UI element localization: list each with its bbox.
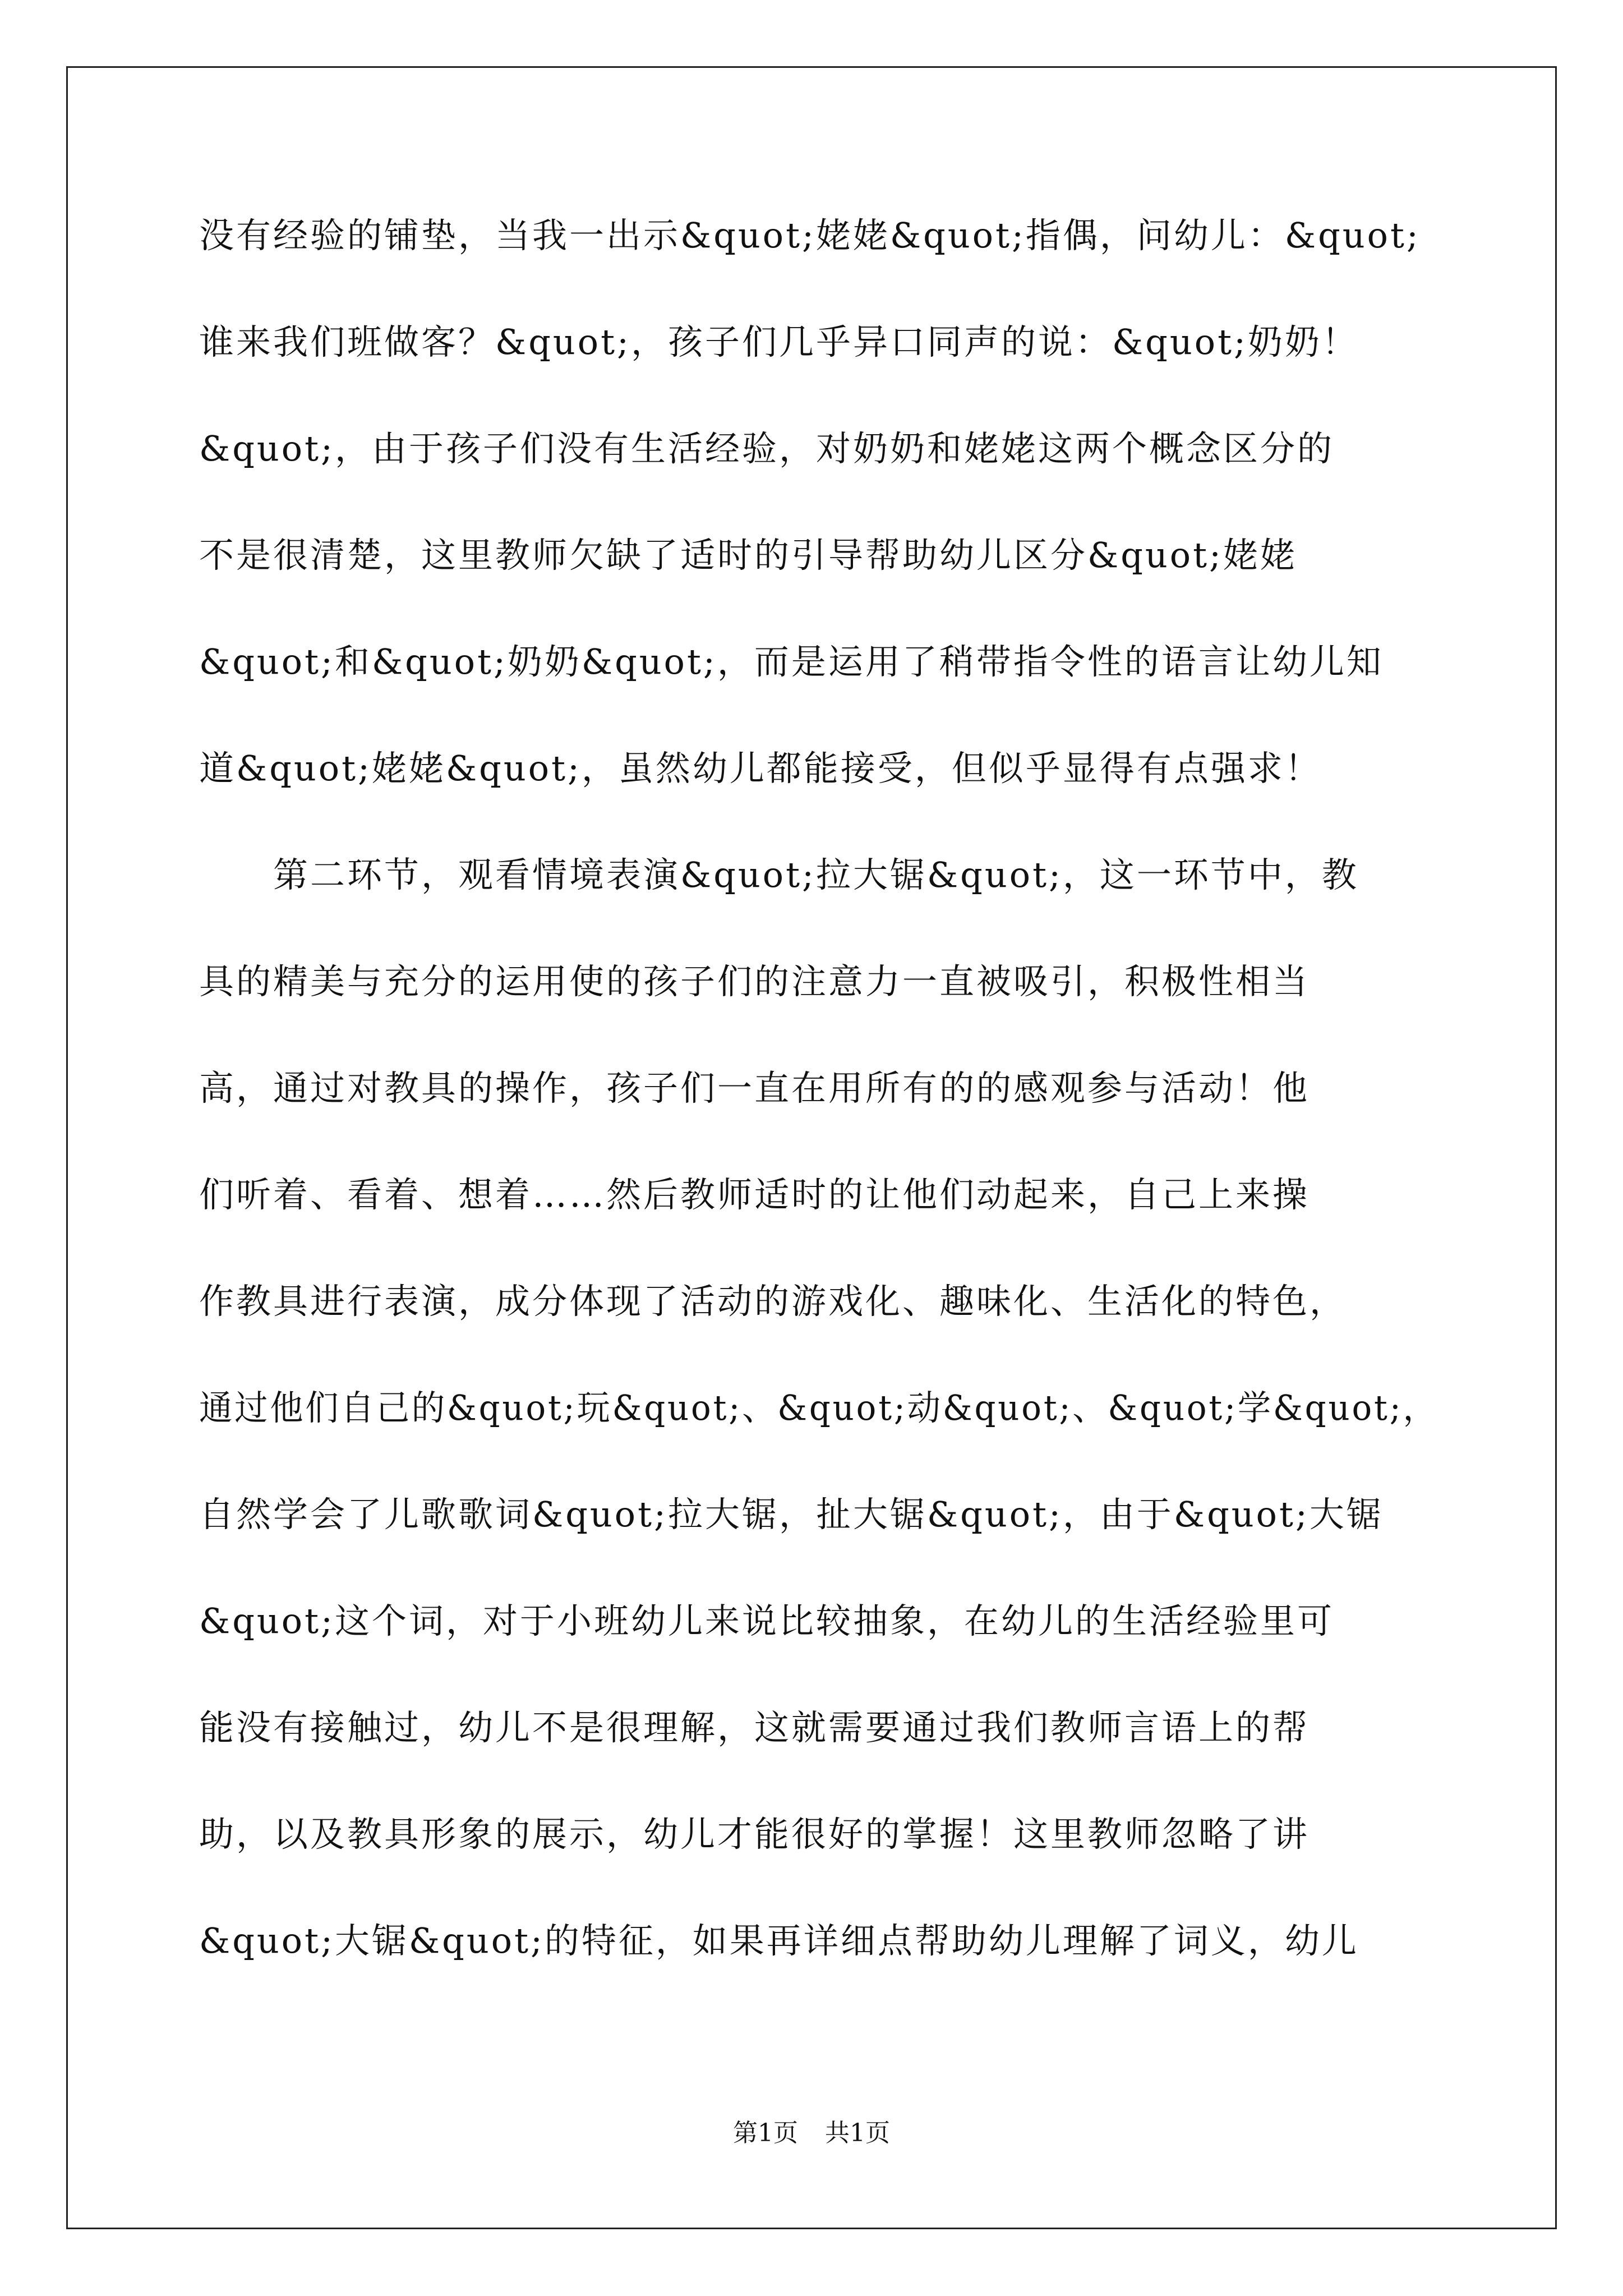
text-line: &quot;和&quot;奶奶&quot;，而是运用了稍带指令性的语言让幼儿知 bbox=[199, 641, 1384, 682]
text-line: 第二环节，观看情境表演&quot;拉大锯&quot;，这一环节中，教 bbox=[199, 854, 1359, 895]
page-number-current: 第1页 bbox=[733, 2119, 798, 2147]
text-line: 自然学会了儿歌歌词&quot;拉大锯，扯大锯&quot;，由于&quot;大锯 bbox=[199, 1494, 1384, 1535]
text-line: 道&quot;姥姥&quot;，虽然幼儿都能接受，但似乎显得有点强求！ bbox=[199, 748, 1322, 789]
text-line: 能没有接触过，幼儿不是很理解，这就需要通过我们教师言语上的帮 bbox=[199, 1707, 1310, 1748]
page-footer bbox=[0, 2118, 1623, 2149]
text-line: &quot;，由于孩子们没有生活经验，对奶奶和姥姥这两个概念区分的 bbox=[199, 428, 1334, 469]
text-line: 没有经验的铺垫，当我一出示&quot;姥姥&quot;指偶，问幼儿：&quot; bbox=[199, 215, 1421, 256]
text-line: 具的精美与充分的运用使的孩子们的注意力一直被吸引，积极性相当 bbox=[199, 961, 1310, 1002]
text-line: &quot;这个词，对于小班幼儿来说比较抽象，在幼儿的生活经验里可 bbox=[199, 1600, 1334, 1641]
text-line: &quot;大锯&quot;的特征，如果再详细点帮助幼儿理解了词义，幼儿 bbox=[199, 1920, 1359, 1961]
text-line: 作教具进行表演，成分体现了活动的游戏化、趣味化、生活化的特色， bbox=[199, 1281, 1347, 1322]
page-number-total: 共1页 bbox=[825, 2119, 890, 2147]
text-line: 高，通过对教具的操作，孩子们一直在用所有的的感观参与活动！他 bbox=[199, 1068, 1310, 1108]
text-line: 通过他们自己的&quot;玩&quot;、&quot;动&quot;、&quot;学&quot;， bbox=[199, 1387, 1438, 1428]
text-line: 不是很清楚，这里教师欠缺了适时的引导帮助幼儿区分&quot;姥姥 bbox=[199, 535, 1297, 576]
page-border bbox=[66, 66, 1557, 2229]
text-line: 们听着、看着、想着……然后教师适时的让他们动起来，自己上来操 bbox=[199, 1174, 1310, 1215]
text-line: 助，以及教具形象的展示，幼儿才能很好的掌握！这里教师忽略了讲 bbox=[199, 1814, 1310, 1855]
text-line: 谁来我们班做客？&quot;，孩子们几乎异口同声的说：&quot;奶奶！ bbox=[199, 321, 1359, 362]
